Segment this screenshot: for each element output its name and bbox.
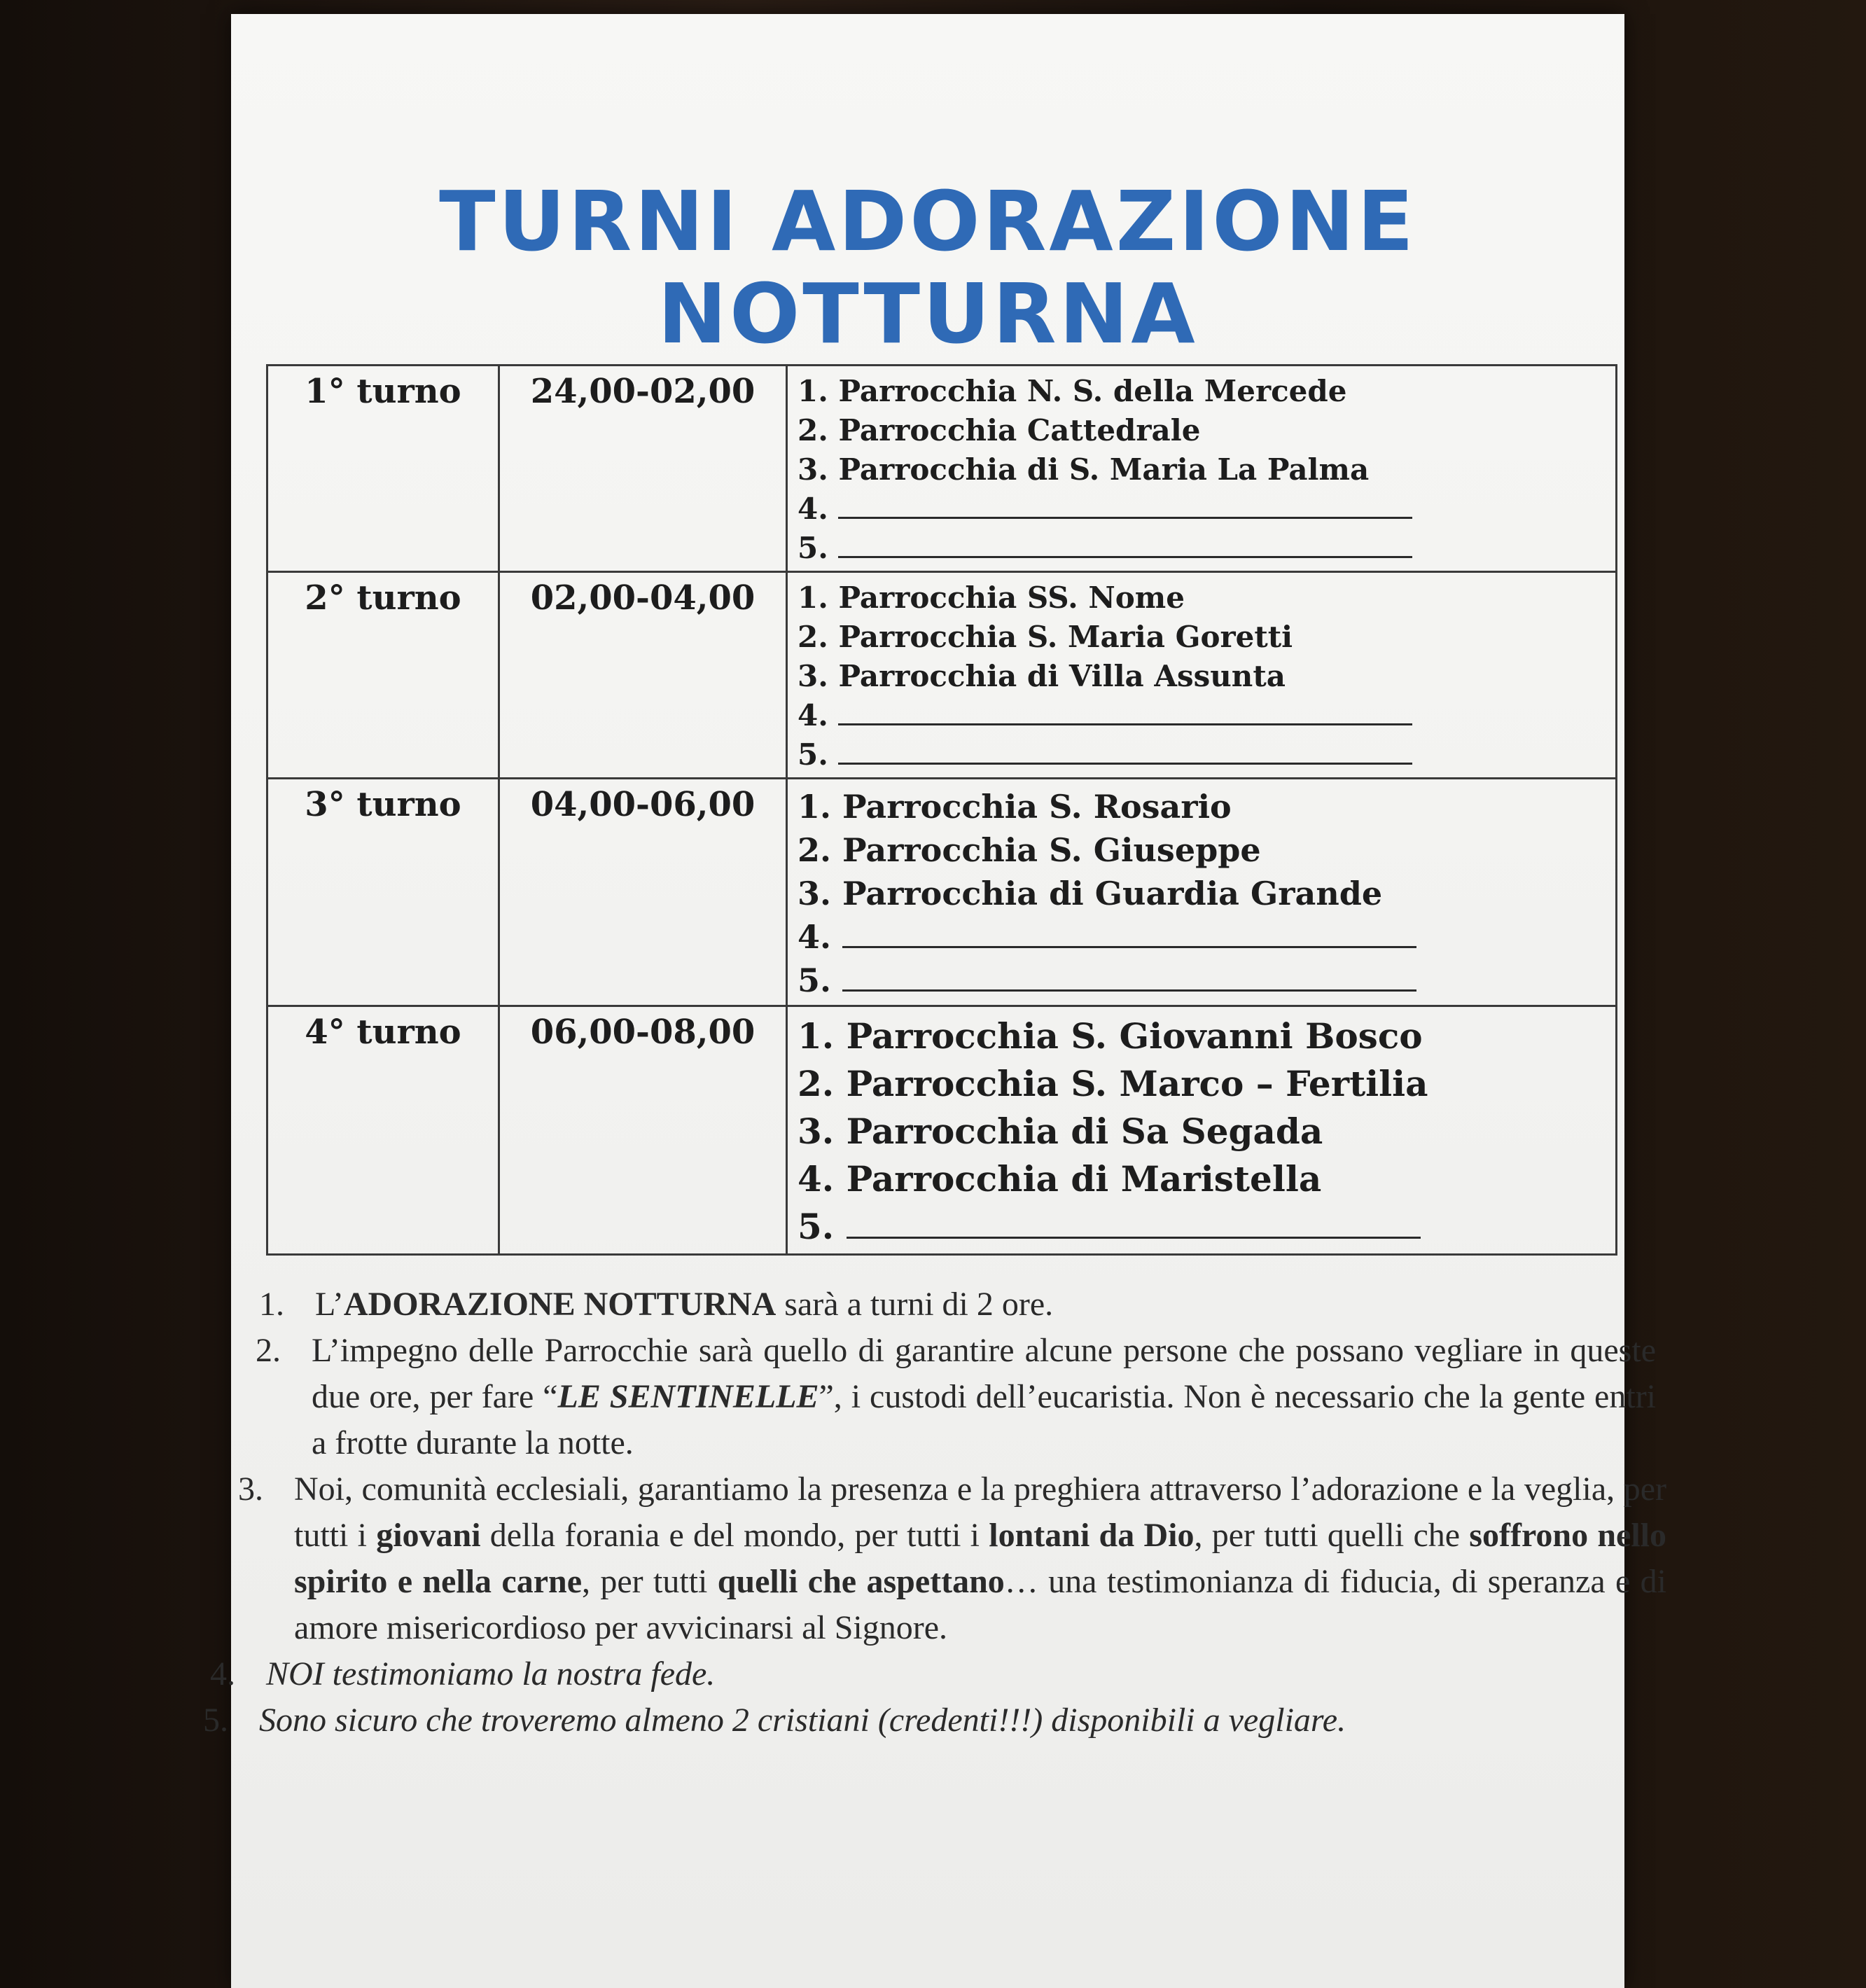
note-text: ”, i custodi dell’eucaristia. Non è necessario che la gente entri a frotte durante la notte. bbox=[312, 1378, 1657, 1461]
note-item bbox=[259, 1281, 1435, 1328]
parish-list bbox=[798, 1013, 1606, 1251]
blank-line bbox=[838, 760, 1412, 765]
title-line-1: TURNI ADORAZIONE bbox=[439, 173, 1416, 270]
list-item-blank bbox=[798, 915, 1606, 959]
blank-line bbox=[838, 721, 1412, 725]
list-item: 1. Parrocchia N. S. della Mercede bbox=[798, 374, 1347, 408]
note-text: L’ bbox=[315, 1286, 344, 1323]
note-text: Sono sicuro che troveremo almeno 2 cristiani (credenti!!!) disponibili a vegliare. bbox=[259, 1702, 1346, 1739]
table-row bbox=[267, 779, 1617, 1006]
note-number: 5. bbox=[203, 1702, 228, 1739]
notes-list bbox=[203, 1281, 1667, 1744]
list-item-blank bbox=[798, 489, 1606, 529]
parish-list bbox=[798, 578, 1606, 774]
note-emphasis: soffrono nello spirito e nella carne bbox=[294, 1517, 1666, 1600]
note-text: L’impegno delle Parrocchie sarà quello di garantire alcune persone che possano vegliare in queste due ore, per fare “ bbox=[312, 1332, 1656, 1415]
turno-time: 06,00-08,00 bbox=[499, 1006, 787, 1255]
turno-label: 3° turno bbox=[267, 779, 499, 1006]
blank-line bbox=[847, 1234, 1421, 1239]
note-emphasis: lontani da Dio bbox=[989, 1517, 1195, 1554]
note-emphasis: ADORAZIONE NOTTURNA bbox=[343, 1286, 777, 1323]
note-text: , per tutti bbox=[582, 1563, 718, 1600]
note-number: 4. bbox=[210, 1655, 235, 1692]
table-row bbox=[267, 572, 1617, 779]
list-item-blank bbox=[798, 696, 1606, 735]
list-item: 1. Parrocchia S. Rosario bbox=[798, 788, 1232, 826]
note-emphasis: LE SENTINELLE bbox=[557, 1378, 819, 1415]
note-text: della forania e del mondo, per tutti i bbox=[480, 1517, 989, 1554]
note-item bbox=[256, 1328, 1656, 1466]
note-text: , per tutti quelli che bbox=[1194, 1517, 1470, 1554]
blank-line bbox=[842, 987, 1416, 992]
list-item-blank bbox=[798, 529, 1606, 568]
item-number: 5. bbox=[798, 737, 828, 772]
blank-line bbox=[842, 943, 1416, 948]
list-item: 2. Parrocchia Cattedrale bbox=[798, 413, 1201, 447]
list-item: 2. Parrocchia S. Maria Goretti bbox=[798, 620, 1293, 654]
parish-list-cell bbox=[787, 366, 1617, 572]
note-item bbox=[238, 1466, 1666, 1651]
blank-line bbox=[838, 553, 1412, 558]
table-row bbox=[267, 366, 1617, 572]
turni-table bbox=[266, 364, 1617, 1256]
item-number: 5. bbox=[798, 961, 832, 999]
turno-time: 02,00-04,00 bbox=[499, 572, 787, 779]
list-item-blank bbox=[798, 735, 1606, 774]
parish-list-cell bbox=[787, 779, 1617, 1006]
parish-list-cell bbox=[787, 572, 1617, 779]
turno-time: 04,00-06,00 bbox=[499, 779, 787, 1006]
list-item: 1. Parrocchia SS. Nome bbox=[798, 581, 1185, 615]
paper-sheet bbox=[203, 14, 1667, 1988]
turno-label: 1° turno bbox=[267, 366, 499, 572]
item-number: 4. bbox=[798, 492, 828, 526]
list-item: 2. Parrocchia S. Giuseppe bbox=[798, 831, 1261, 869]
note-item bbox=[210, 1651, 1526, 1697]
note-emphasis: quelli che aspettano bbox=[717, 1563, 1005, 1600]
note-number: 3. bbox=[238, 1471, 263, 1508]
parish-list bbox=[798, 785, 1606, 1002]
note-text: sarà a turni di 2 ore. bbox=[776, 1286, 1054, 1323]
note-text: NOI testimoniamo la nostra fede. bbox=[266, 1655, 716, 1692]
turno-label: 2° turno bbox=[267, 572, 499, 779]
list-item: 4. Parrocchia di Maristella bbox=[798, 1158, 1322, 1200]
item-number: 4. bbox=[798, 918, 832, 956]
title-line-2: NOTTURNA bbox=[657, 265, 1198, 362]
page-title bbox=[231, 175, 1624, 360]
notes-section bbox=[203, 1281, 1667, 1744]
list-item: 3. Parrocchia di Guardia Grande bbox=[798, 875, 1383, 912]
list-item: 3. Parrocchia di Villa Assunta bbox=[798, 659, 1286, 693]
list-item: 3. Parrocchia di S. Maria La Palma bbox=[798, 452, 1370, 487]
item-number: 4. bbox=[798, 698, 828, 732]
turno-label: 4° turno bbox=[267, 1006, 499, 1255]
list-item: 2. Parrocchia S. Marco – Fertilia bbox=[798, 1063, 1428, 1104]
note-emphasis: giovani bbox=[376, 1517, 481, 1554]
note-text: … una testimonianza di fiducia, di speranza e di amore misericordioso per avvicinarsi al Signore. bbox=[294, 1563, 1667, 1646]
table-row bbox=[267, 1006, 1617, 1255]
list-item-blank bbox=[798, 959, 1606, 1002]
list-item: 1. Parrocchia S. Giovanni Bosco bbox=[798, 1015, 1423, 1057]
note-number: 2. bbox=[256, 1332, 281, 1369]
item-number: 5. bbox=[798, 531, 828, 565]
item-number: 5. bbox=[798, 1206, 835, 1247]
blank-line bbox=[838, 514, 1412, 519]
note-item bbox=[203, 1697, 1659, 1744]
parish-list bbox=[798, 372, 1606, 568]
note-number: 1. bbox=[259, 1286, 284, 1323]
note-text: Noi, comunità ecclesiali, garantiamo la presenza e la preghiera attraverso l’adorazione e la veglia, per tutti i bbox=[294, 1471, 1666, 1554]
turno-time: 24,00-02,00 bbox=[499, 366, 787, 572]
list-item-blank bbox=[798, 1203, 1606, 1251]
parish-list-cell bbox=[787, 1006, 1617, 1255]
list-item: 3. Parrocchia di Sa Segada bbox=[798, 1111, 1323, 1152]
